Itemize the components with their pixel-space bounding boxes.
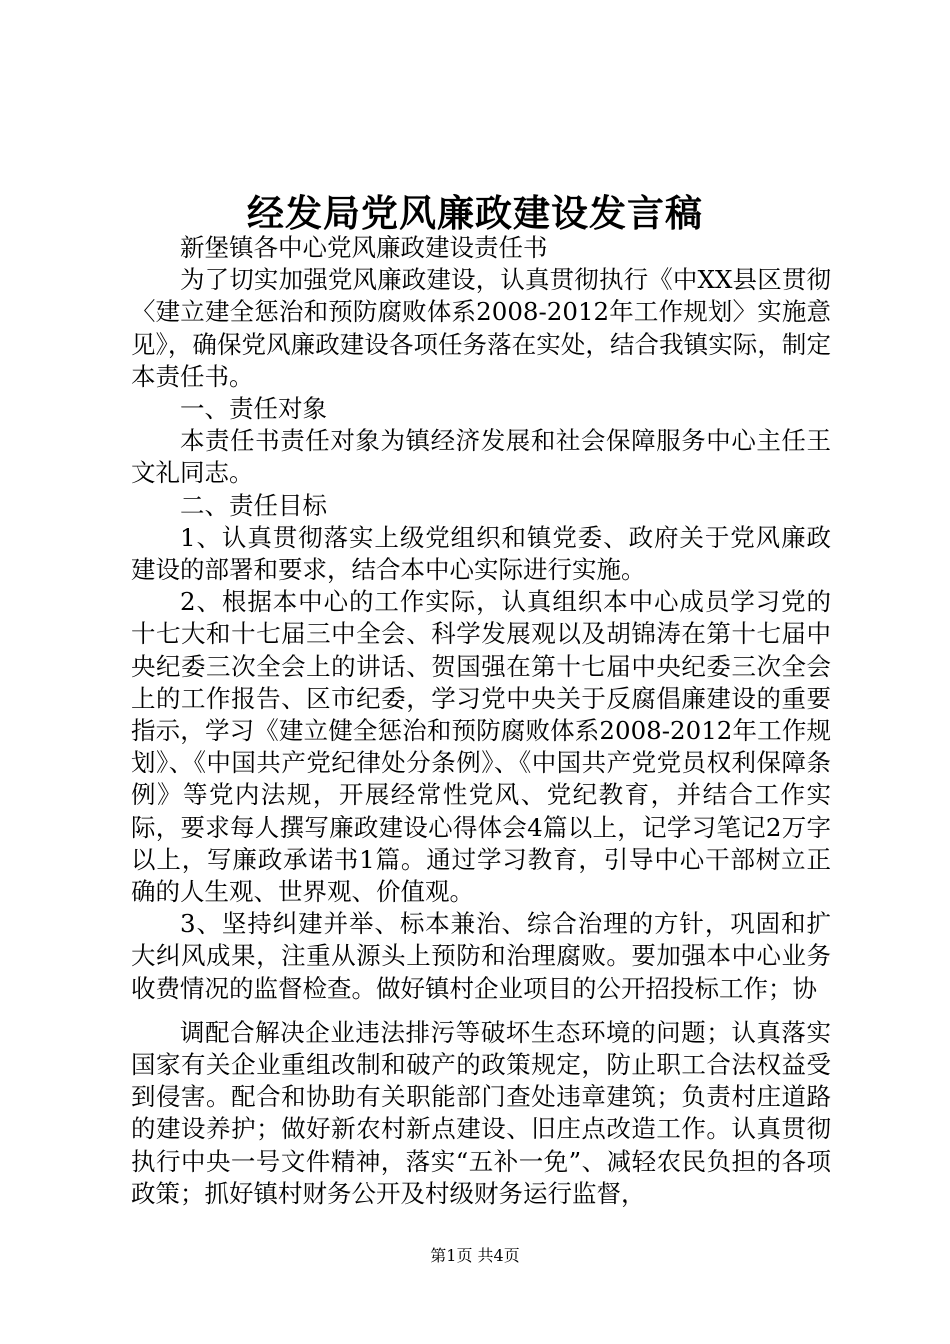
paragraph-goal-3: 3、坚持纠建并举、标本兼治、综合治理的方针，巩固和扩大纠风成果，注重从源头上预防和治理腐败。要加强本中心业务收费情况的监督检查。做好镇村企业项目的公开招投标工作；协 [131, 909, 831, 1003]
paragraph-responsibility-object: 本责任书责任对象为镇经济发展和社会保障服务中心主任王文礼同志。 [131, 426, 831, 488]
section-heading-2: 二、责任目标 [180, 490, 327, 520]
paragraph-goal-2: 2、根据本中心的工作实际，认真组织本中心成员学习党的十七大和十七届三中全会、科学发展观以及胡锦涛在第十七届中央纪委三次全会上的讲话、贺国强在第十七届中央纪委三次全会上的工作报告、区市纪委，学习党中央关于反腐倡廉建设的重要指示，学习《建立健全惩治和预防腐败体系2008-2012年工作规划》、《中国共产党纪律处分条例》、《中国共产党党员权利保障条例》等党内法规，开展经常性党风、党纪教育，并结合工作实际，要求每人撰写廉政建设心得体会4篇以上，记学习笔记2万字以上，写廉政承诺书1篇。通过学习教育，引导中心干部树立正确的人生观、世界观、价值观。 [131, 587, 831, 907]
paragraph-goal-1: 1、认真贯彻落实上级党组织和镇党委、政府关于党风廉政建设的部署和要求，结合本中心实际进行实施。 [131, 522, 831, 585]
paragraph-continuation: 调配合解决企业违法排污等破坏生态环境的问题；认真落实国家有关企业重组改制和破产的政策规定，防止职工合法权益受到侵害。配合和协助有关职能部门查处违章建筑；负责村庄道路的建设养护；做好新农村新点建设、旧庄点改造工作。认真贯彻执行中央一号文件精神，落实“五补一免”、减轻农民负担的各项政策；抓好镇村财务公开及村级财务运行监督， [131, 1017, 831, 1208]
document-body [131, 232, 831, 1210]
paragraph-heading: 新堡镇各中心党风廉政建设责任书 [180, 233, 548, 262]
section-heading-1: 一、责任对象 [180, 394, 327, 424]
paragraph-intro: 为了切实加强党风廉政建设，认真贯彻执行《中XX县区贯彻〈建立建全惩治和预防腐败体系2008-2012年工作规划〉实施意见》，确保党风廉政建设各项任务落在实处，结合我镇实际，制定本责任书。 [131, 265, 831, 391]
page-footer: 第1页 共4页 [430, 1246, 520, 1265]
document-title: 经发局党风廉政建设发言稿 [247, 191, 703, 235]
